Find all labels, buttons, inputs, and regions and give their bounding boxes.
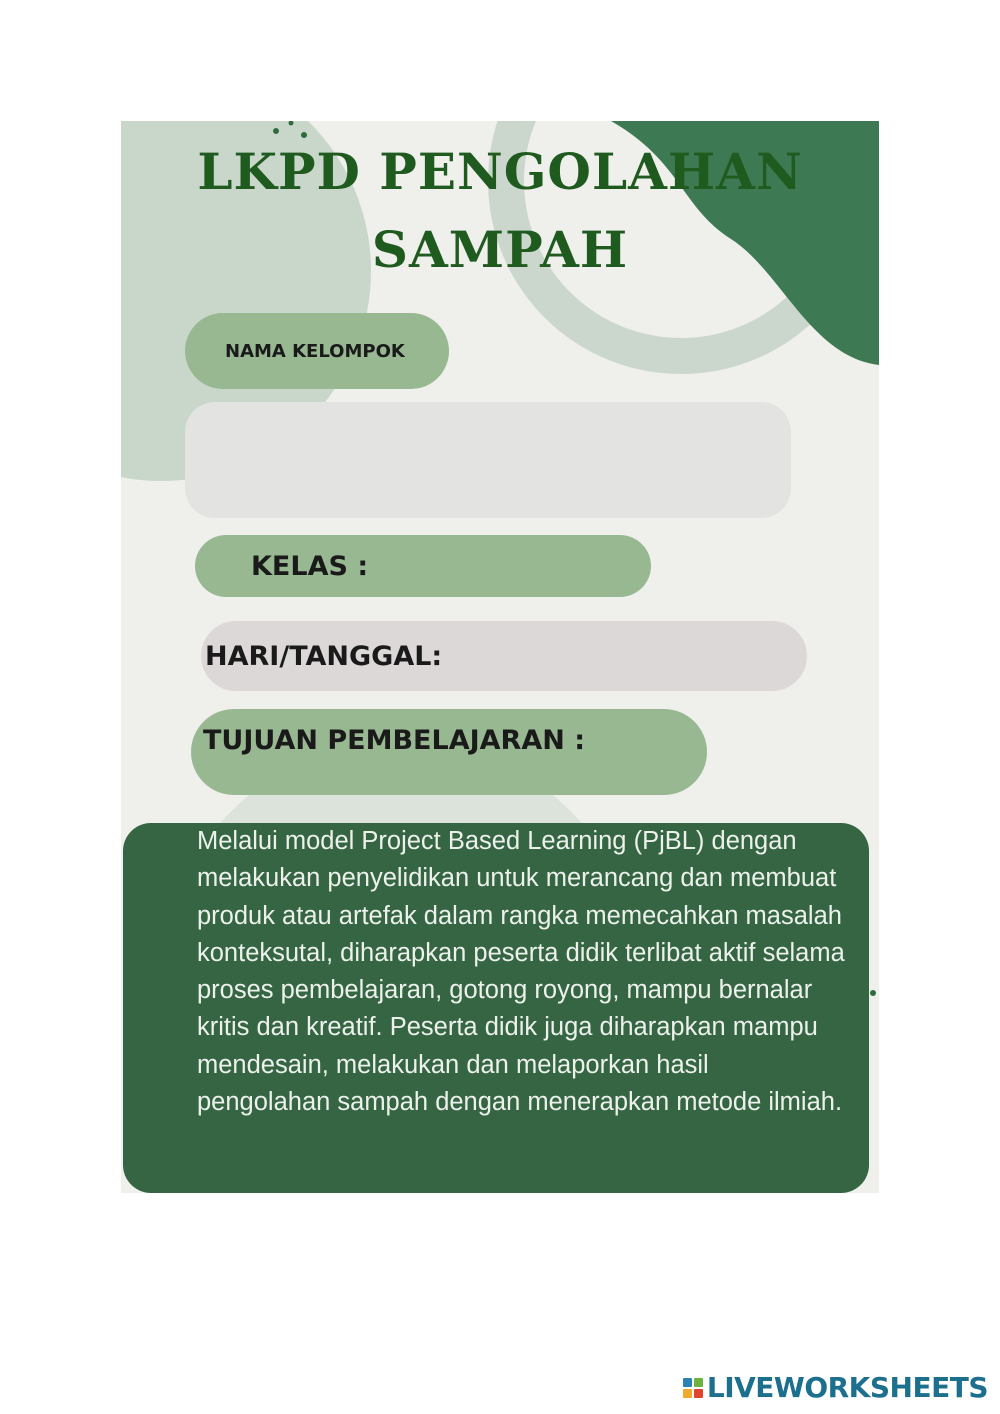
title-line-1: LKPD PENGOLAHAN <box>197 142 803 201</box>
footer-brand: LIVEWORKSHEETS <box>706 1371 988 1404</box>
nama-kelompok-label: NAMA KELOMPOK <box>225 340 405 362</box>
nama-kelompok-label-pill <box>185 313 449 389</box>
hari-tanggal-field[interactable] <box>201 621 807 691</box>
nama-kelompok-field[interactable] <box>185 402 791 518</box>
tujuan-label-pill <box>191 709 707 795</box>
hari-tanggal-label: HARI/TANGGAL: <box>205 640 443 672</box>
tujuan-text: Melalui model Project Based Learning (PjBL) dengan melakukan penyelidikan untuk merancang dan membuat produk atau artefak dalam rangka memecahkan masalah konteksutal, diharapkan peserta didik terlibat aktif selama proses pembelajaran, gotong royong, mampu bernalar kritis dan kreatif. Peserta didik juga diharapkan mampu mendesain, melakukan dan melaporkan hasil pengolahan sampah dengan menerapkan metode ilmiah. <box>197 827 845 1117</box>
kelas-field[interactable] <box>195 535 651 597</box>
worksheet-card <box>121 121 879 1193</box>
liveworksheets-logo-icon <box>683 1378 703 1398</box>
tujuan-label: TUJUAN PEMBELAJARAN : <box>203 725 586 756</box>
page-title <box>121 133 879 289</box>
tujuan-text-box <box>123 823 869 1193</box>
kelas-label: KELAS : <box>251 550 369 582</box>
footer-logo <box>683 1371 988 1404</box>
title-line-2: SAMPAH <box>371 220 629 279</box>
